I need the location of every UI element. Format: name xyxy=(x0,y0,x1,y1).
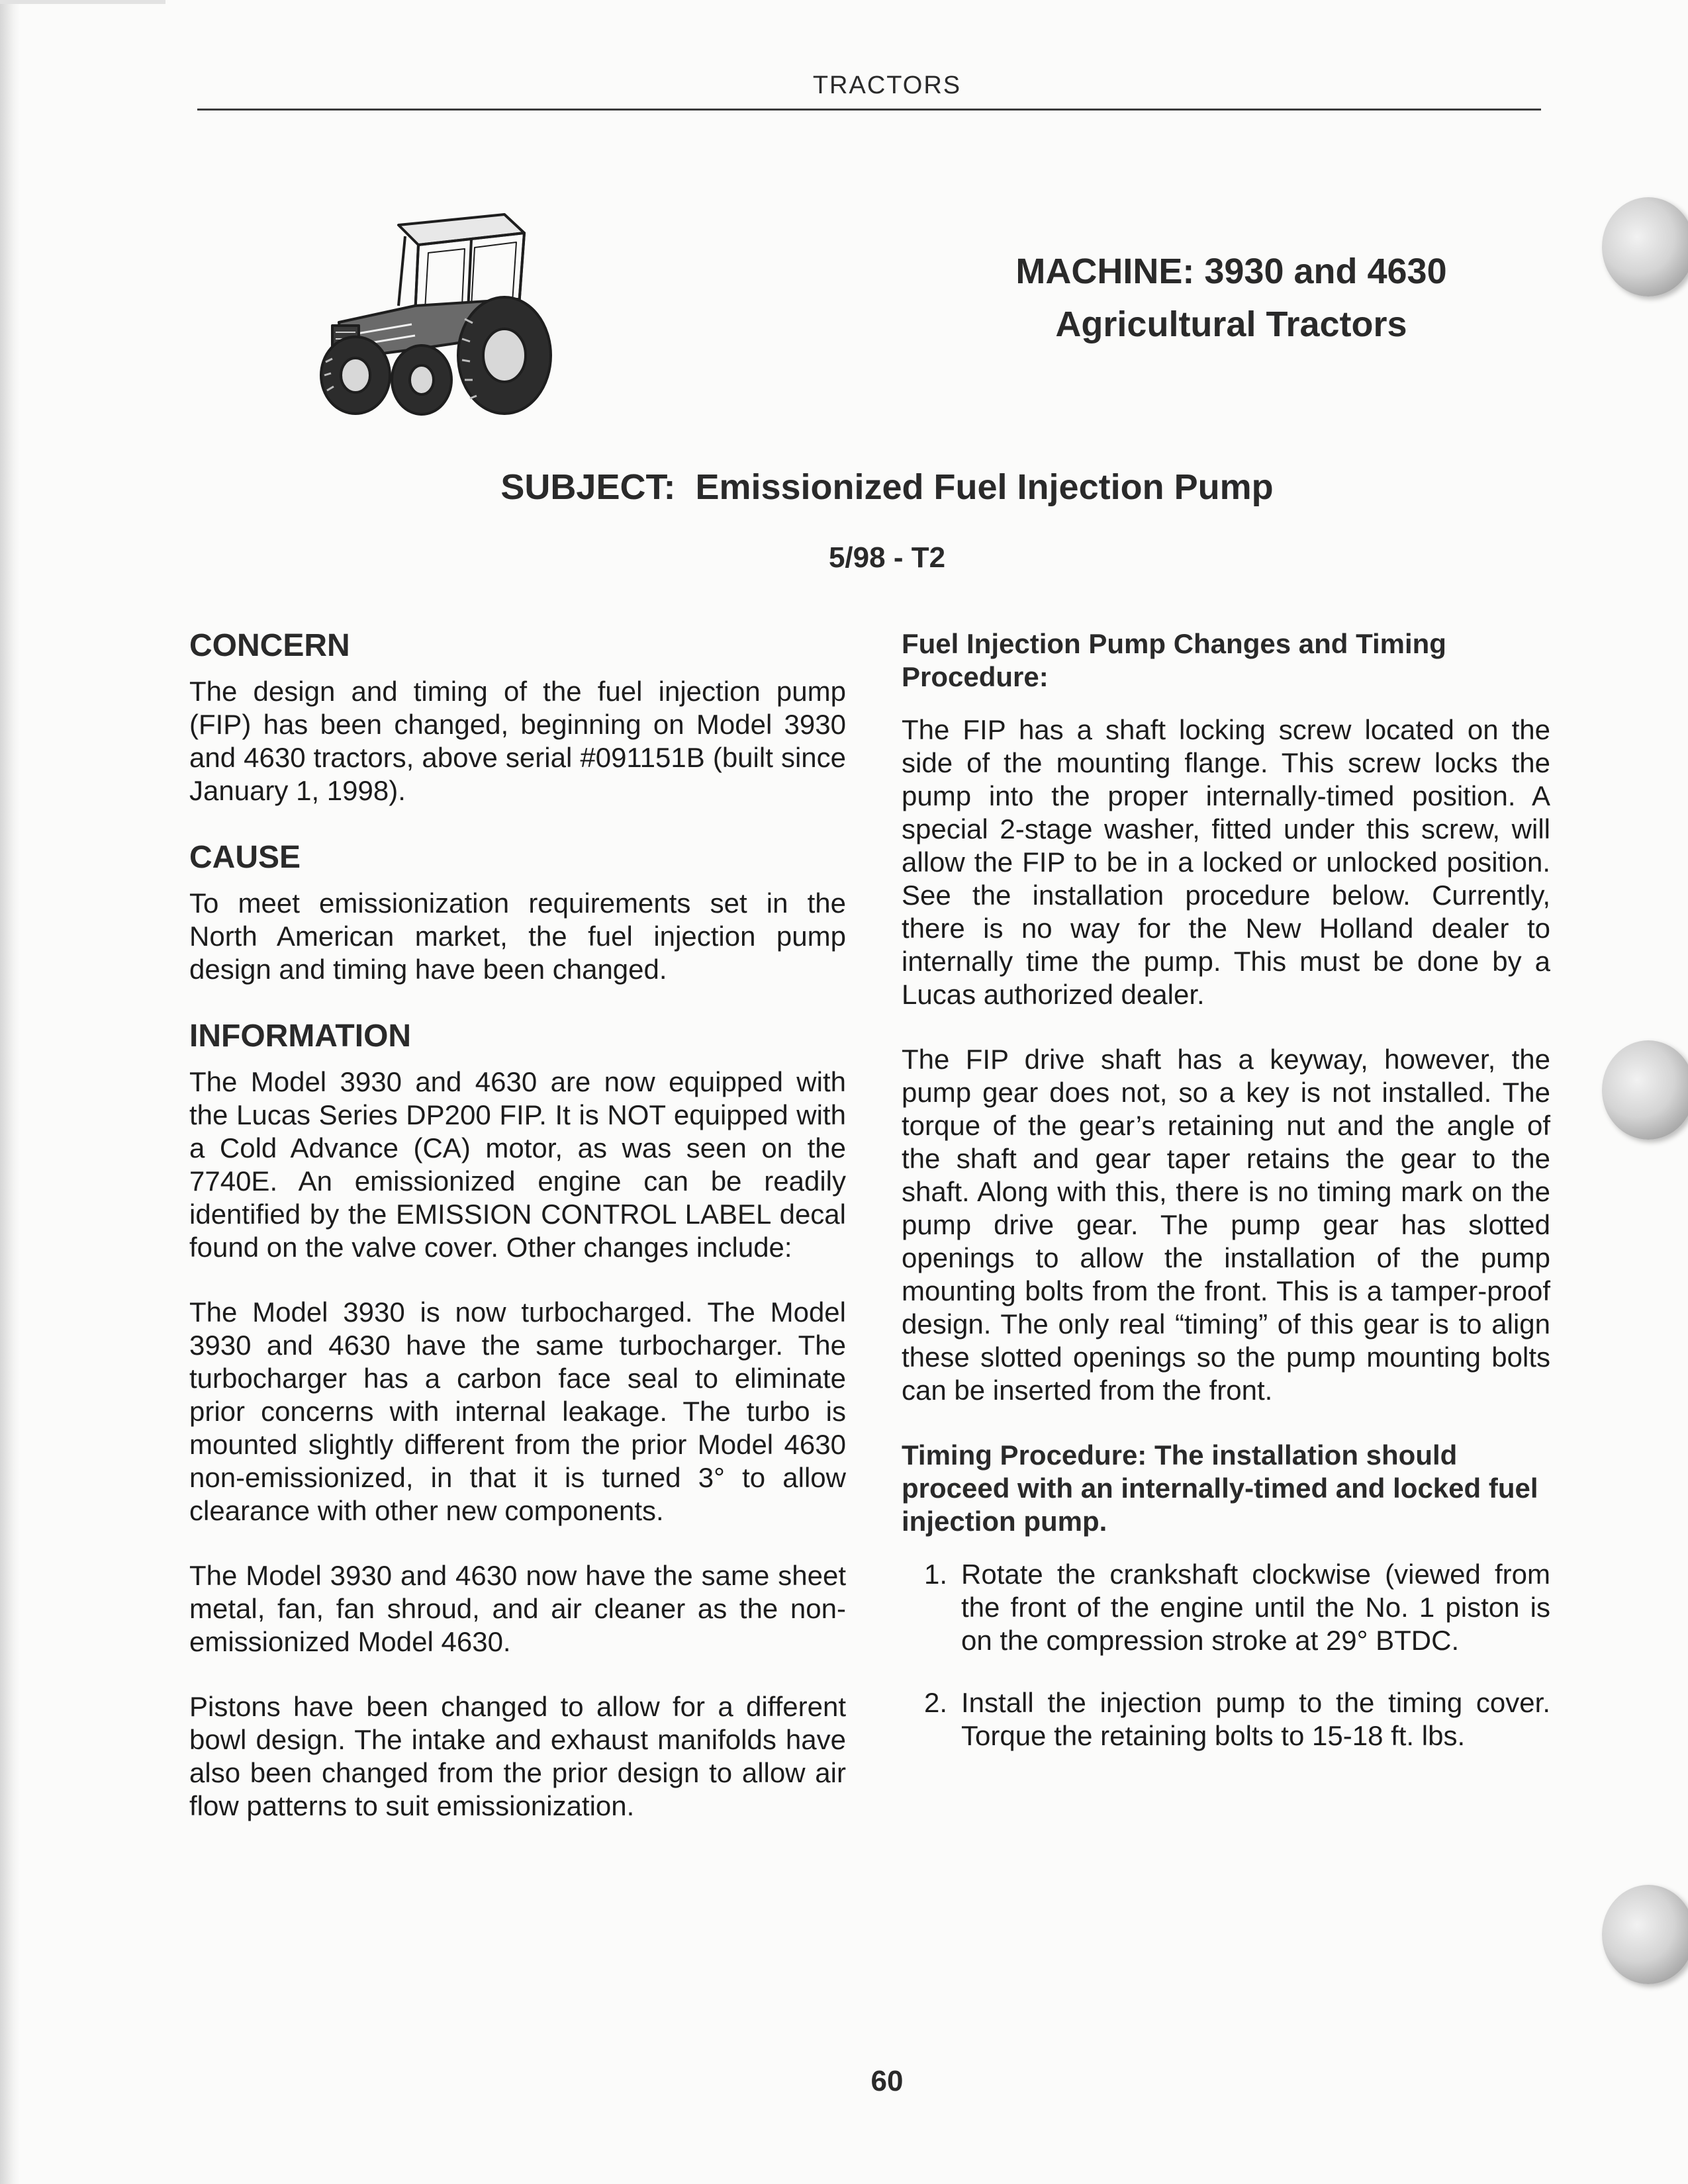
binder-hole xyxy=(1602,1885,1688,1984)
timing-step xyxy=(902,1558,1550,1657)
timing-steps xyxy=(902,1558,1550,1752)
machine-line-1: MACHINE: 3930 and 4630 xyxy=(1015,251,1447,291)
cause-text: To meet emissionization requirements set in the North American market, the fuel injection pump design and timing have been changed. xyxy=(189,887,846,985)
information-paragraph-4: Pistons have been changed to allow for a different bowl design. The intake and exhaust manifolds have also been changed from the prior design to allow air flow patterns to suit emissionization. xyxy=(189,1691,846,1821)
page-top-mark xyxy=(0,0,165,4)
binder-hole xyxy=(1602,197,1688,296)
binder-hole xyxy=(1602,1040,1688,1140)
right-column xyxy=(902,627,1550,1782)
concern-text: The design and timing of the fuel injection pump (FIP) has been changed, beginning on Model 3930 and 4630 tractors, above serial #091151B (built since January 1, 1998). xyxy=(189,676,846,806)
information-paragraph-1: The Model 3930 and 4630 are now equipped with the Lucas Series DP200 FIP. It is NOT equipped with a Cold Advance (CA) motor, as was seen on the 7740E. An emissionized engine can be readily identified by the EMISSION CONTROL LABEL decal found on the valve cover. Other changes include: xyxy=(189,1066,846,1263)
timing-step xyxy=(902,1686,1550,1752)
subject-label: SUBJECT: xyxy=(500,467,676,507)
fip-paragraph-2: The FIP drive shaft has a keyway, however, the pump gear does not, so a key is not installed. The torque of the gear’s retaining nut and the angle of the shaft and gear taper retains the gear to the shaft. Along with this, there is no timing mark on the pump drive gear. The pump gear has slotted openings to allow the installation of the pump mounting bolts from the front. This is a tamper-proof design. The only real “timing” of this gear is to align these slotted openings so the pump mounting bolts can be inserted from the front. xyxy=(902,1044,1550,1406)
tractor-illustration xyxy=(306,206,564,418)
concern-heading: CONCERN xyxy=(189,628,350,663)
step-text: Install the injection pump to the timing cover. Torque the retaining bolts to 15-18 ft. lbs. xyxy=(961,1687,1550,1751)
page-edge-shadow xyxy=(0,0,20,2184)
fip-paragraph-1: The FIP has a shaft locking screw located on the side of the mounting flange. This screw locks the pump into the proper internally-timed position. A special 2-stage washer, fitted under this screw, will allow the FIP to be in a locked or unlocked position. See the installation procedure below. Currently, there is no way for the New Holland dealer to internally time the pump. This must be done by a Lucas authorized dealer. xyxy=(902,714,1550,1010)
left-column xyxy=(189,627,846,1854)
cause-heading: CAUSE xyxy=(189,840,301,875)
step-number: 1. xyxy=(924,1559,948,1590)
information-heading: INFORMATION xyxy=(189,1019,412,1054)
fip-heading: Fuel Injection Pump Changes and Timing Procedure: xyxy=(902,628,1446,692)
machine-title xyxy=(940,245,1523,351)
timing-procedure-heading: Timing Procedure: The installation should proceed with an internally-timed and locked fuel injection pump. xyxy=(902,1439,1538,1537)
machine-line-2: Agricultural Tractors xyxy=(1055,304,1407,344)
section-header: TRACTORS xyxy=(812,71,962,99)
header-rule xyxy=(197,109,1541,111)
subject-text: Emissionized Fuel Injection Pump xyxy=(695,467,1274,507)
step-text: Rotate the crankshaft clockwise (viewed from the front of the engine until the No. 1 piston is on the compression stroke at 29° BTDC. xyxy=(961,1559,1550,1656)
page-number: 60 xyxy=(870,2065,904,2097)
subject-title xyxy=(0,467,1688,508)
information-paragraph-3: The Model 3930 and 4630 now have the same sheet metal, fan, fan shroud, and air cleaner as the non-emissionized Model 4630. xyxy=(189,1560,846,1657)
step-number: 2. xyxy=(924,1687,948,1718)
date-code: 5/98 - T2 xyxy=(828,541,946,574)
information-paragraph-2: The Model 3930 is now turbocharged. The Model 3930 and 4630 have the same turbocharger. The turbocharger has a carbon face seal to eliminate prior concerns with internal leakage. The turbo is mounted slightly different from the prior Model 4630 non-emissionized, in that it is turned 3° to allow clearance with other new components. xyxy=(189,1297,846,1526)
